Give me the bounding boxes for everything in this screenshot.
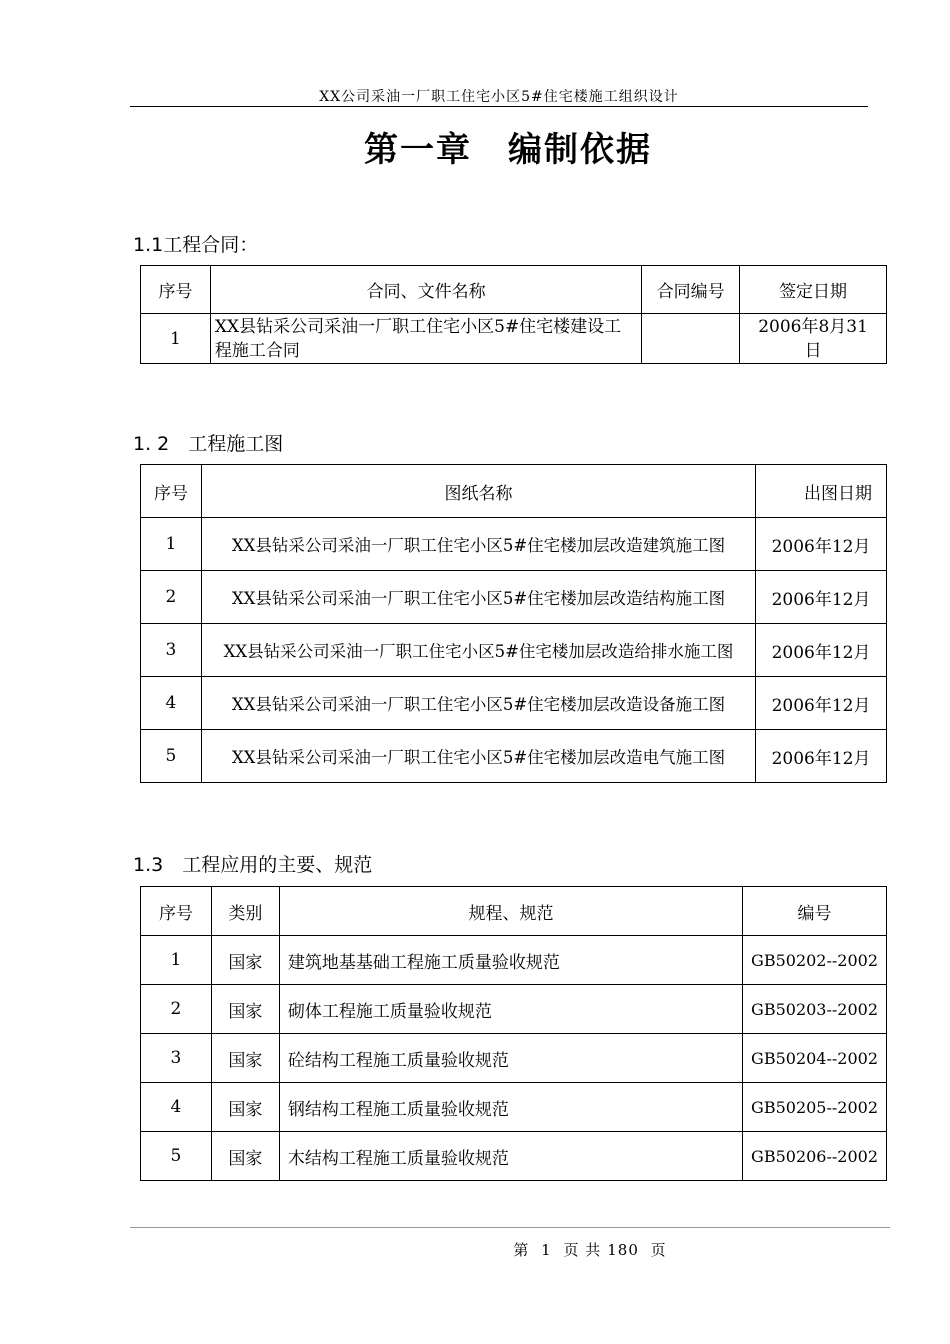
column-header-no: 序号 [141, 266, 211, 314]
page-number: 1 [541, 1241, 552, 1259]
cell-no: 5 [141, 1132, 212, 1181]
cell-no: 4 [141, 1083, 212, 1132]
cell-no: 2 [141, 985, 212, 1034]
table-row [141, 985, 887, 1034]
table-row [141, 518, 887, 571]
cell-no: 1 [141, 936, 212, 985]
cell-name: XX县钻采公司采油一厂职工住宅小区5#住宅楼加层改造电气施工图 [201, 730, 755, 783]
table-row [141, 936, 887, 985]
column-header-code: 编号 [743, 887, 887, 936]
table-row [141, 571, 887, 624]
cell-date: 2006年12月 [756, 624, 887, 677]
cell-code: GB50202--2002 [743, 936, 887, 985]
table-row [141, 624, 887, 677]
column-header-no: 序号 [141, 465, 202, 518]
section-heading-contract: 1.1工程合同： [133, 234, 259, 256]
cell-code: GB50206--2002 [743, 1132, 887, 1181]
cell-no: 3 [141, 624, 202, 677]
page-label-prefix: 第 [513, 1241, 530, 1259]
running-header: XX公司采油一厂职工住宅小区5#住宅楼施工组织设计 [319, 89, 679, 105]
cell-type: 国家 [211, 936, 279, 985]
cell-name: 木结构工程施工质量验收规范 [279, 1132, 742, 1181]
cell-code: GB50203--2002 [743, 985, 887, 1034]
section-heading-drawings: 1. 2 工程施工图 [133, 433, 284, 455]
cell-no: 4 [141, 677, 202, 730]
cell-name: 砌体工程施工质量验收规范 [279, 985, 742, 1034]
cell-name: XX县钻采公司采油一厂职工住宅小区5#住宅楼加层改造给排水施工图 [201, 624, 755, 677]
table-row [141, 1034, 887, 1083]
cell-code: GB50204--2002 [743, 1034, 887, 1083]
cell-name: XX县钻采公司采油一厂职工住宅小区5#住宅楼建设工程施工合同 [210, 314, 641, 364]
cell-type: 国家 [211, 1083, 279, 1132]
column-header-type: 类别 [211, 887, 279, 936]
table-row [141, 1132, 887, 1181]
page-total: 180 [607, 1241, 639, 1259]
cell-name: 钢结构工程施工质量验收规范 [279, 1083, 742, 1132]
column-header-name: 规程、规范 [279, 887, 742, 936]
header-divider [130, 106, 868, 107]
footer-divider [130, 1227, 890, 1228]
cell-type: 国家 [211, 1132, 279, 1181]
cell-no: 2 [141, 571, 202, 624]
drawings-table [140, 464, 887, 783]
cell-date: 2006年12月 [756, 518, 887, 571]
column-header-date: 出图日期 [756, 465, 887, 518]
table-row [141, 677, 887, 730]
cell-date: 2006年12月 [756, 571, 887, 624]
cell-no: 1 [141, 518, 202, 571]
cell-no: 3 [141, 1034, 212, 1083]
cell-type: 国家 [211, 985, 279, 1034]
cell-type: 国家 [211, 1034, 279, 1083]
chapter-title: 第一章 编制依据 [364, 130, 652, 170]
standards-table [140, 886, 887, 1181]
table-header-row [141, 266, 887, 314]
page-footer [0, 1239, 950, 1260]
cell-name: 砼结构工程施工质量验收规范 [279, 1034, 742, 1083]
table-header-row [141, 887, 887, 936]
cell-code [642, 314, 740, 364]
cell-no: 5 [141, 730, 202, 783]
page-label-suffix: 页 [650, 1241, 667, 1259]
table-row [141, 314, 887, 364]
cell-name: 建筑地基基础工程施工质量验收规范 [279, 936, 742, 985]
contract-table [140, 265, 887, 364]
table-row [141, 1083, 887, 1132]
cell-name: XX县钻采公司采油一厂职工住宅小区5#住宅楼加层改造设备施工图 [201, 677, 755, 730]
cell-no: 1 [141, 314, 211, 364]
cell-name: XX县钻采公司采油一厂职工住宅小区5#住宅楼加层改造建筑施工图 [201, 518, 755, 571]
column-header-no: 序号 [141, 887, 212, 936]
column-header-name: 图纸名称 [201, 465, 755, 518]
page-label-mid: 页 共 [563, 1241, 602, 1259]
cell-date: 2006年12月 [756, 730, 887, 783]
column-header-code: 合同编号 [642, 266, 740, 314]
cell-code: GB50205--2002 [743, 1083, 887, 1132]
table-row [141, 730, 887, 783]
cell-date: 2006年8月31日 [740, 314, 887, 364]
section-heading-standards: 1.3 工程应用的主要、规范 [133, 854, 373, 876]
column-header-name: 合同、文件名称 [210, 266, 641, 314]
table-header-row [141, 465, 887, 518]
cell-date: 2006年12月 [756, 677, 887, 730]
column-header-date: 签定日期 [740, 266, 887, 314]
cell-name: XX县钻采公司采油一厂职工住宅小区5#住宅楼加层改造结构施工图 [201, 571, 755, 624]
